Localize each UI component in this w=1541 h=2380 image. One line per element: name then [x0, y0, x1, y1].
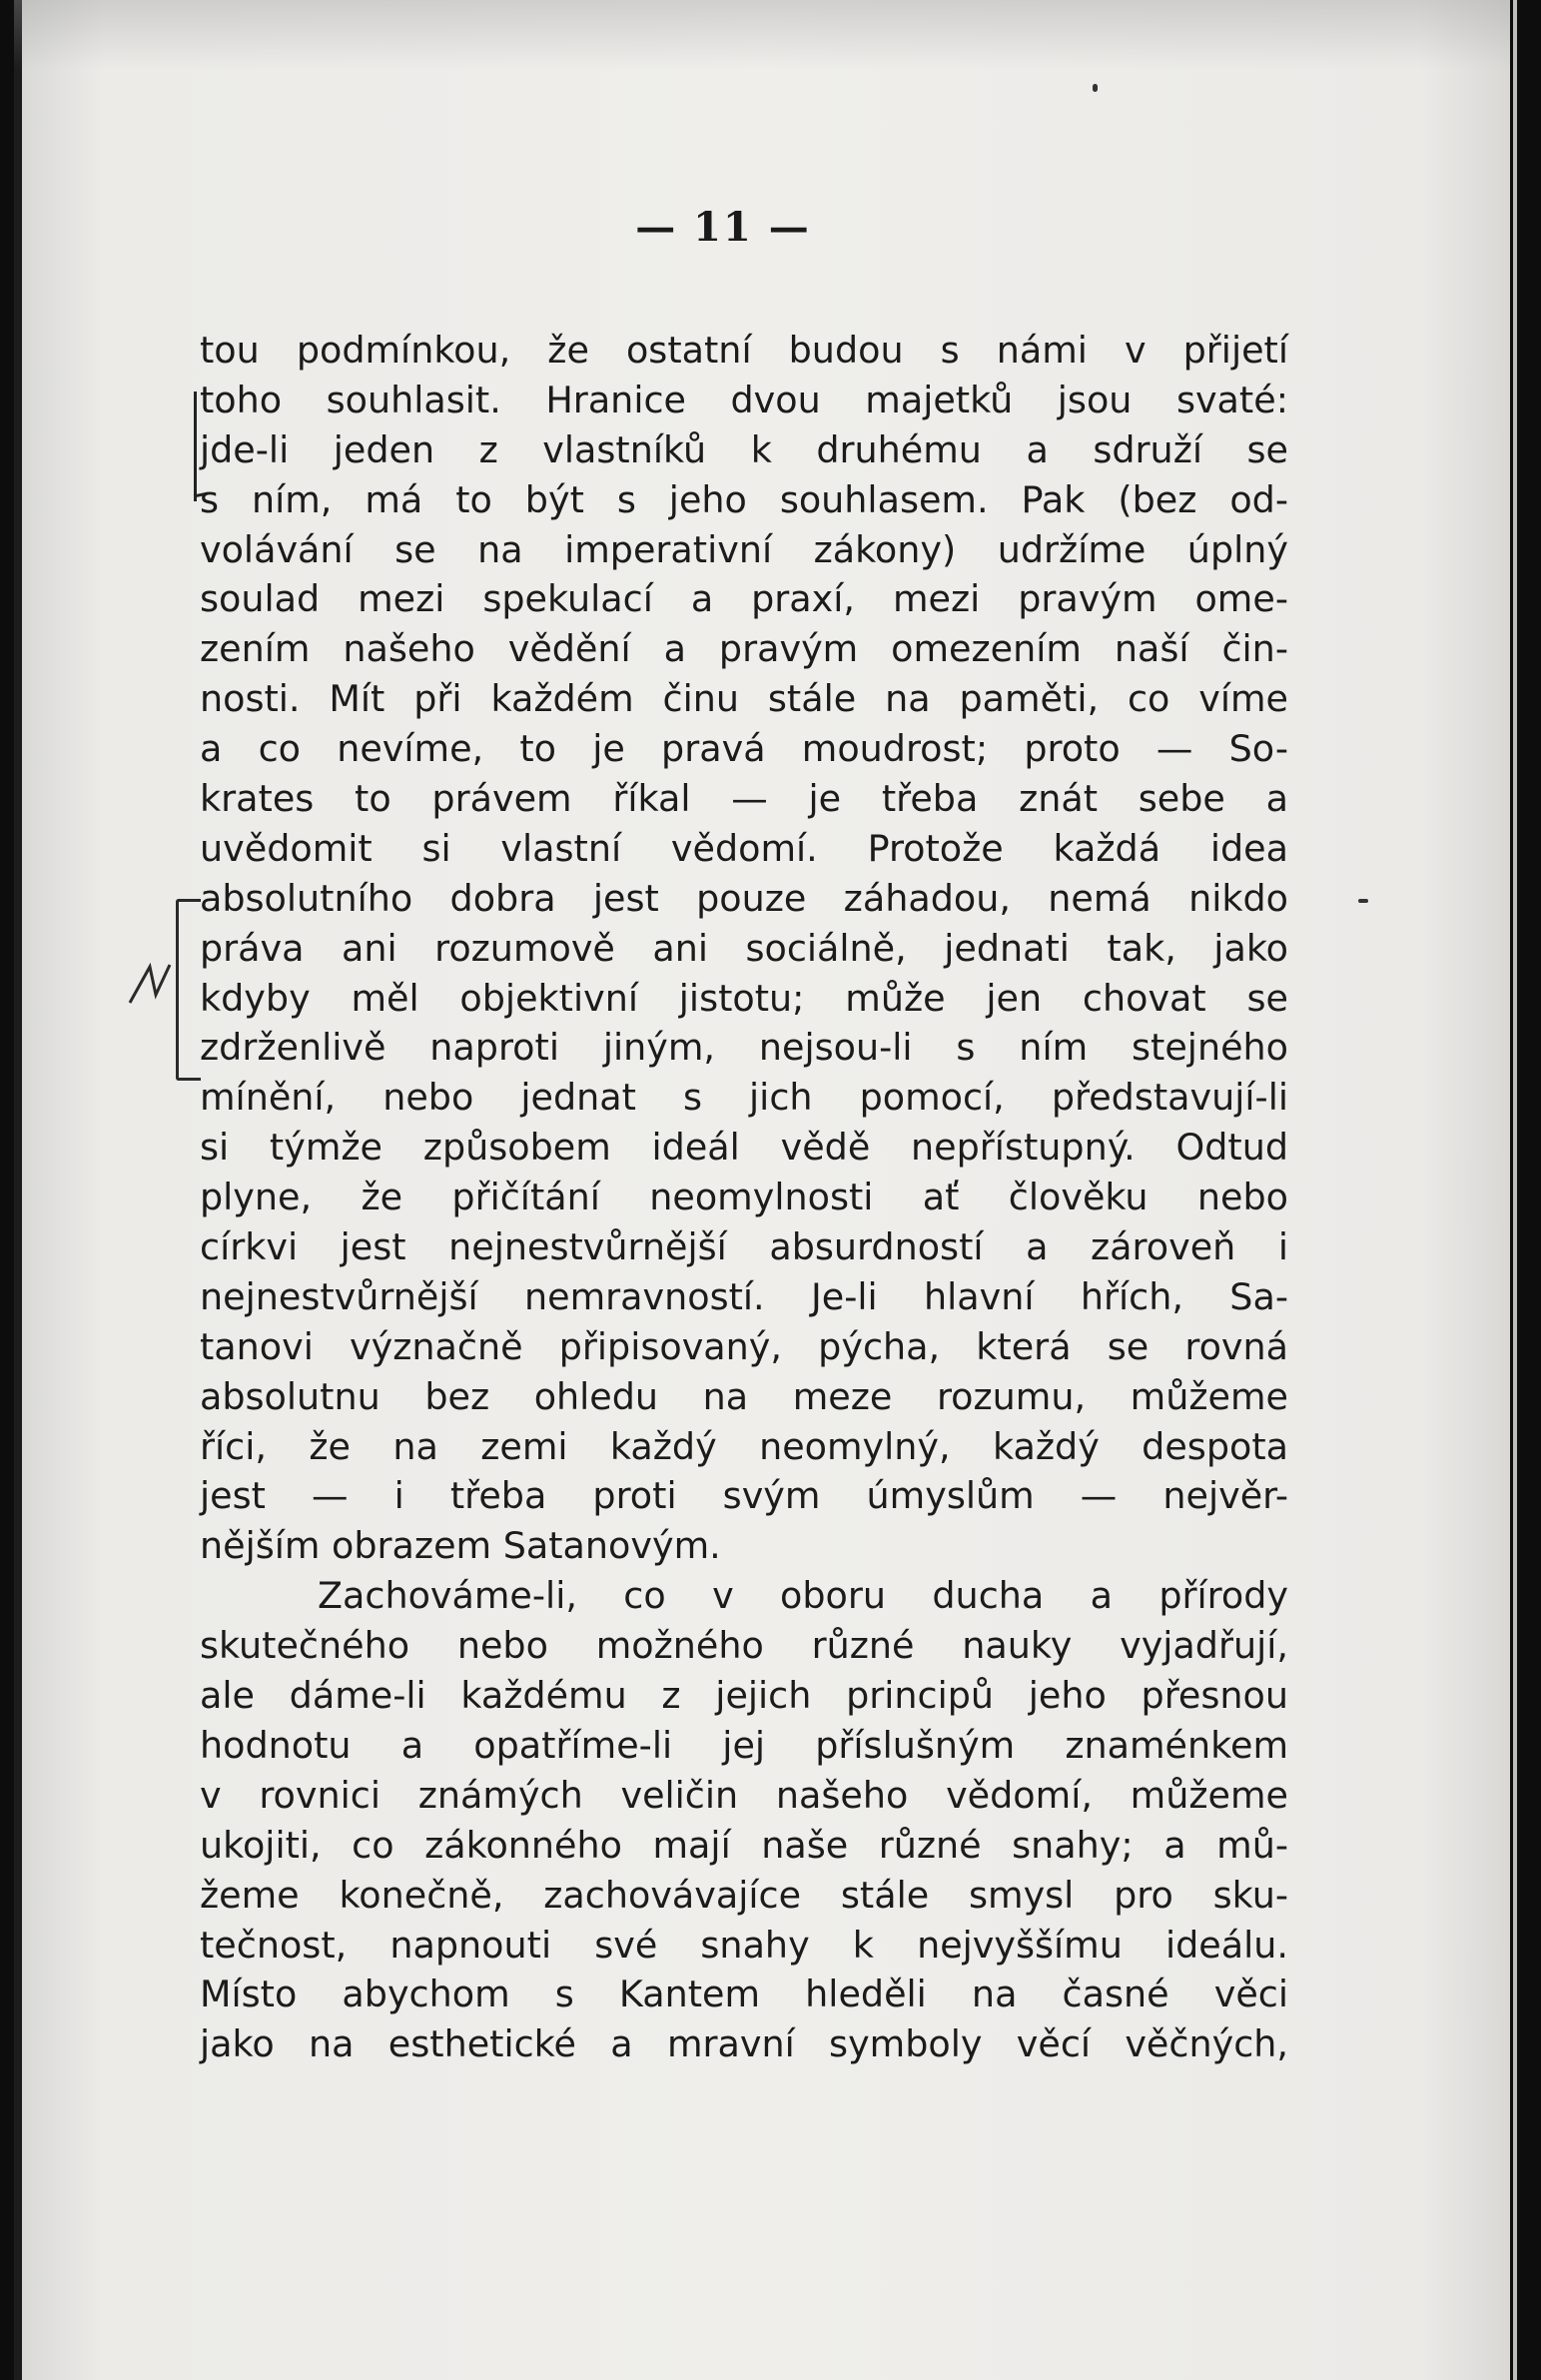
text-line: mínění, nebo jednat s jich pomocí, představují-li: [200, 1076, 1288, 1120]
text-line: si týmže způsobem ideál vědě nepřístupný. Odtud: [200, 1126, 1288, 1170]
text-line: nosti. Mít při každém činu stále na paměti, co víme: [200, 677, 1288, 721]
page-shadow: [14, 0, 1510, 70]
text-line: soulad mezi spekulací a praxí, mezi pravým ome-: [200, 577, 1288, 621]
text-line: práva ani rozumově ani sociálně, jednati tak, jako: [200, 926, 1288, 970]
text-line: ale dáme-li každému z jejich principů jeho přesnou: [200, 1674, 1288, 1718]
text-line: toho souhlasit. Hranice dvou majetků jsou svaté:: [200, 378, 1288, 421]
text-line: tečnost, napnouti své snahy k nejvyššímu ideálu.: [200, 1923, 1288, 1967]
text-line: tou podmínkou, že ostatní budou s námi v přijetí: [200, 329, 1288, 372]
text-line: s ním, má to být s jeho souhlasem. Pak (bez od-: [200, 477, 1288, 521]
text-line: jako na esthetické a mravní symboly věcí věčných,: [200, 2022, 1288, 2066]
text-line: Místo abychom s Kantem hleděli na časné věci: [200, 1973, 1288, 2016]
text-line: kdyby měl objektivní jistotu; může jen chovat se: [200, 976, 1288, 1020]
paper-speck: [1093, 84, 1098, 92]
text-line: absolutního dobra jest pouze záhadou, nemá nikdo: [200, 876, 1288, 920]
text-line: nejnestvůrnější nemravností. Je-li hlavní hřích, Sa-: [200, 1274, 1288, 1318]
text-line: ukojiti, co zákonného mají naše různé snahy; a mů-: [200, 1823, 1288, 1867]
margin-bracket-annotation: [176, 899, 201, 1081]
text-line: absolutnu bez ohledu na meze rozumu, můžeme: [200, 1374, 1288, 1418]
text-line: a co nevíme, to je pravá moudrost; proto — So-: [200, 727, 1288, 771]
margin-check-mark-icon: [126, 961, 174, 1007]
text-line: volávání se na imperativní zákony) udržíme úplný: [200, 527, 1288, 571]
text-line: jest — i třeba proti svým úmyslům — nejvěr-: [200, 1474, 1288, 1518]
text-line: v rovnici známých veličin našeho vědomí, můžeme: [200, 1773, 1288, 1817]
text-line: říci, že na zemi každý neomylný, každý despota: [200, 1424, 1288, 1468]
book-page: [14, 0, 1510, 2380]
text-line: tanovi význačně připisovaný, pýcha, která se rovná: [200, 1324, 1288, 1368]
paper-speck: [1358, 899, 1368, 903]
text-line: zdrženlivě naproti jiným, nejsou-li s ním stejného: [200, 1026, 1288, 1070]
text-line: plyne, že přičítání neomylnosti ať člověku nebo: [200, 1176, 1288, 1219]
text-line: zením našeho vědění a pravým omezením naší čin-: [200, 627, 1288, 671]
body-text: [200, 326, 1288, 2069]
text-line: skutečného nebo možného různé nauky vyjadřují,: [200, 1624, 1288, 1668]
text-line: hodnotu a opatříme-li jej příslušným znaménkem: [200, 1723, 1288, 1767]
text-line: krates to právem říkal — je třeba znát sebe a: [200, 777, 1288, 821]
text-line: nějším obrazem Satanovým.: [200, 1524, 721, 1568]
page-number: — 11 —: [635, 204, 811, 251]
page-binding-edge: [14, 0, 22, 2380]
text-line: církvi jest nejnestvůrnější absurdností a zároveň i: [200, 1225, 1288, 1269]
text-line: uvědomit si vlastní vědomí. Protože každá idea: [200, 826, 1288, 870]
text-line: Zachováme-li, co v oboru ducha a přírody: [318, 1574, 1288, 1618]
text-line: jde-li jeden z vlastníků k druhému a sdruží se: [200, 427, 1288, 471]
page-right-edge: [1513, 0, 1517, 2380]
text-line: žeme konečně, zachovávajíce stále smysl pro sku-: [200, 1873, 1288, 1917]
